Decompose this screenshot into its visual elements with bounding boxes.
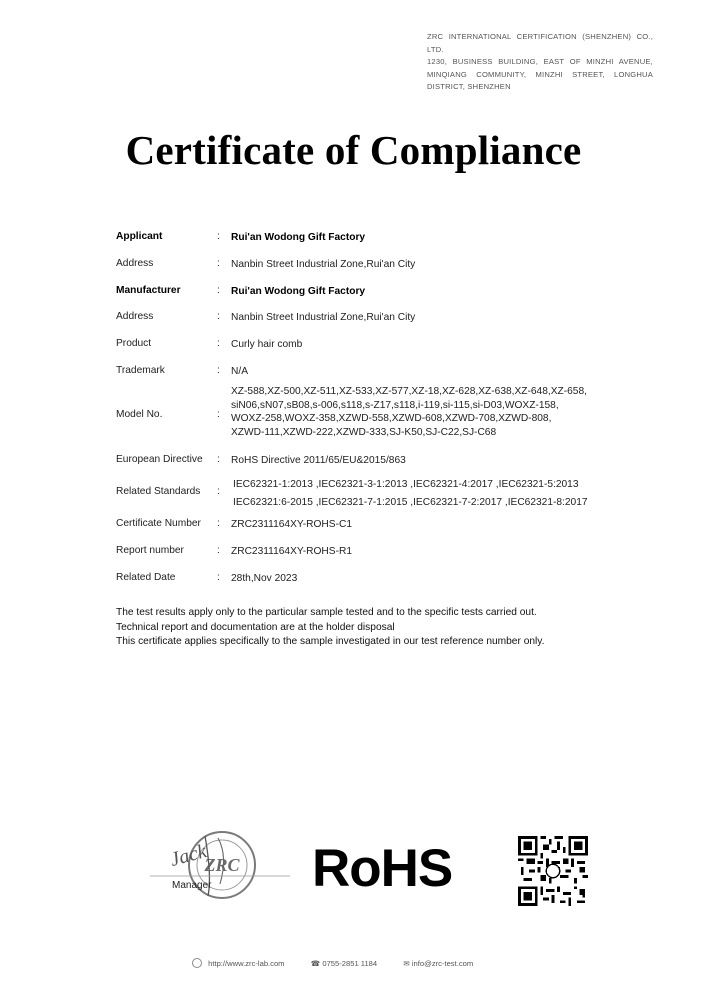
field-label: Address <box>116 311 154 322</box>
field-value: ZRC2311164XY-ROHS-R1 <box>231 546 352 557</box>
model-line: XZWD-111,XZWD-222,XZWD-333,SJ-K50,SJ-C22,SJ-C68 <box>231 426 497 438</box>
note-line: Technical report and documentation are at the holder disposal <box>116 621 395 633</box>
field-label: Applicant <box>116 231 163 242</box>
model-line: XZ-588,XZ-500,XZ-511,XZ-533,XZ-577,XZ-18,XZ-628,XZ-638,XZ-648,XZ-658, <box>231 386 587 397</box>
field-label: Model No. <box>116 409 163 420</box>
email-icon: ✉ <box>403 958 410 968</box>
globe-icon <box>192 958 202 968</box>
company-address-block <box>427 31 653 94</box>
footer-contact <box>192 958 473 968</box>
note-line: This certificate applies specifically to the sample investigated in our test reference number only. <box>116 636 545 647</box>
field-label: Product <box>116 338 152 349</box>
field-label: Manufacturer <box>116 285 181 296</box>
company-address-line: 1230, BUSINESS BUILDING, EAST OF MINZHI AVENUE, <box>427 57 653 67</box>
field-label: Trademark <box>116 365 165 376</box>
field-label: Report number <box>116 545 184 556</box>
footer-website[interactable]: http://www.zrc-lab.com <box>208 958 285 968</box>
footer-email[interactable]: info@zrc-test.com <box>411 958 474 968</box>
field-value: Rui'an Wodong Gift Factory <box>231 286 366 297</box>
seal-text: ZRC <box>204 855 240 875</box>
field-value: RoHS Directive 2011/65/EU&2015/863 <box>231 455 406 466</box>
field-value: N/A <box>231 366 248 377</box>
field-value <box>231 385 587 439</box>
rohs-mark: RoHS <box>312 839 453 898</box>
standard-line: IEC62321:6-2015 ,IEC62321-7-1:2015 ,IEC62321-7-2:2017 ,IEC62321-8:2017 <box>233 497 588 508</box>
field-label: Related Date <box>116 572 176 583</box>
signature-text: Jack <box>167 840 209 871</box>
model-line: siN06,sN07,sB08,s-006,s118,s-Z17,s118,i-119,si-115,si-D03,WOXZ-158, <box>231 399 559 411</box>
signature-seal <box>150 826 290 904</box>
field-value: 28th,Nov 2023 <box>231 573 298 584</box>
company-name: ZRC INTERNATIONAL CERTIFICATION (SHENZHEN) CO., LTD. <box>427 32 653 54</box>
field-value: Rui'an Wodong Gift Factory <box>231 232 366 243</box>
phone-icon: ☎ <box>310 958 321 968</box>
field-label: Certificate Number <box>116 518 201 529</box>
signature-role: Manager <box>172 880 212 891</box>
field-value <box>233 476 588 512</box>
field-label: European Directive <box>116 454 203 465</box>
footer-phone: 0755-2851 1184 <box>322 958 378 968</box>
field-value: Curly hair comb <box>231 339 303 350</box>
field-value: Nanbin Street Industrial Zone,Rui'an City <box>231 259 416 270</box>
field-value: ZRC2311164XY-ROHS-C1 <box>231 519 352 530</box>
model-line: WOXZ-258,WOXZ-358,XZWD-558,XZWD-608,XZWD-708,XZWD-808, <box>231 413 552 425</box>
standard-line: IEC62321-1:2013 ,IEC62321-3-1:2013 ,IEC62321-4:2017 ,IEC62321-5:2013 <box>233 479 579 490</box>
field-label: Related Standards <box>116 486 201 497</box>
field-label: Address <box>116 258 154 269</box>
certificate-title: Certificate of Compliance <box>125 127 582 173</box>
qr-code <box>518 836 588 906</box>
disclaimer-notes <box>116 606 544 650</box>
note-line: The test results apply only to the particular sample tested and to the specific tests carried out. <box>116 607 537 618</box>
company-address-line: MINQIANG COMMUNITY, MINZHI STREET, LONGHUA <box>427 69 653 79</box>
field-value: Nanbin Street Industrial Zone,Rui'an City <box>231 312 416 323</box>
company-address-line: DISTRICT, SHENZHEN <box>427 82 511 92</box>
